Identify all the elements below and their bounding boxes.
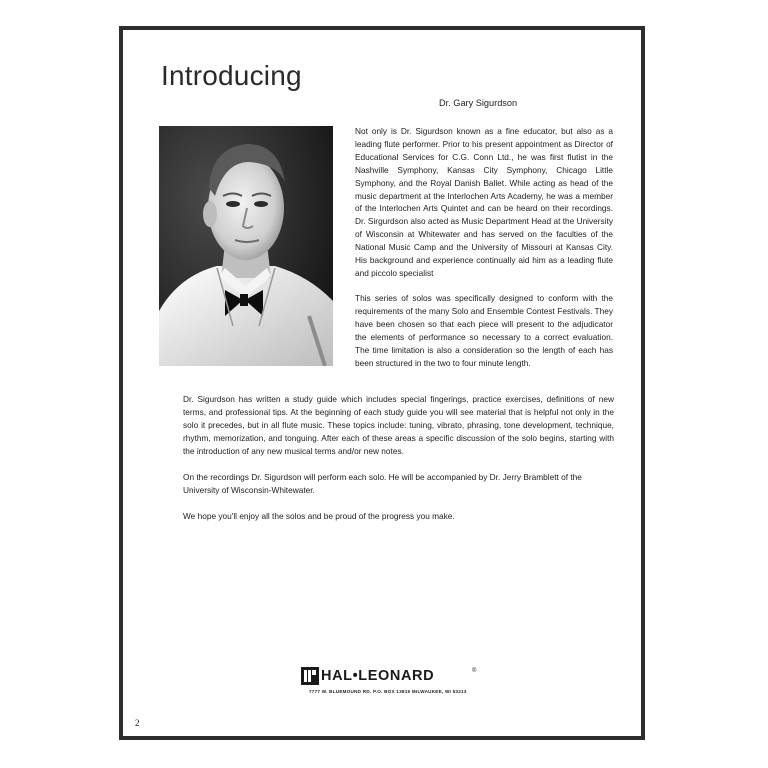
biography-paragraph: Not only is Dr. Sigurdson known as a fine educator, but also as a leading flute performer. Prior to his present appointment as Director of Educational Services for C.G. Conn Ltd., he was first flutist in the Nashville Symphony, Kansas City Symphony, Chicago Little Symphony, and the Royal Danish Ballet. While acting as head of the music department at the Interlochen Arts Academy, he was a member of the Interlochen Arts Quintet and can be heard on their recordings. Dr. Sirgurdson also acted as Music Department Head at the University of Wisconsin at Whitewater and has served on the faculties of the National Music Camp and the University of Missouri at Kansas City. His background and experience continually aid him as a leading flute and piccolo specialist [355,126,613,278]
registered-mark: ® [472,668,477,674]
book-page [119,26,645,740]
page-number: 2 [135,718,140,728]
recordings-paragraph: On the recordings Dr. Sigurdson will perform each solo. He will be accompanied by Dr. Jerry Bramblett of the University of Wisconsin-Whitewater. [183,472,582,495]
hal-leonard-mark-icon [301,667,319,685]
body-text [183,393,614,536]
publisher-logo [301,667,481,699]
page-heading: Introducing [161,60,302,91]
author-portrait-photo [159,126,333,366]
biography-column [355,125,613,383]
series-paragraph: This series of solos was specifically designed to conform with the requirements of the many Solo and Ensemble Contest Festivals. They have been chosen so that each piece will present to the adjudicator the elements of performance so necessary to a correct evaluation. The time limitation is also a consideration so the length of each has been structured in the two to four minute length. [355,293,613,368]
author-byline: Dr. Gary Sigurdson [439,98,518,108]
publisher-address: 7777 W. BLUEMOUND RD. P.O. BOX 13819 MILWAUKEE, WI 53213 [309,689,467,694]
study-guide-paragraph: Dr. Sigurdson has written a study guide which includes special fingerings, practice exercises, definitions of new terms, and professional tips. At the beginning of each study guide you will see material that is helpful not only in the solo it precedes, but in all flute music. These topics include: tuning, vibrato, phrasing, tone development, technique, rhythm, memorization, and tonguing. After each of these areas a specific discussion of the solo begins, starting with the introduction of any new musical terms and/or new notes. [183,394,614,456]
publisher-name: HAL•LEONARD [321,668,435,684]
portrait-illustration [159,126,333,366]
closing-paragraph: We hope you'll enjoy all the solos and be proud of the progress you make. [183,511,455,521]
